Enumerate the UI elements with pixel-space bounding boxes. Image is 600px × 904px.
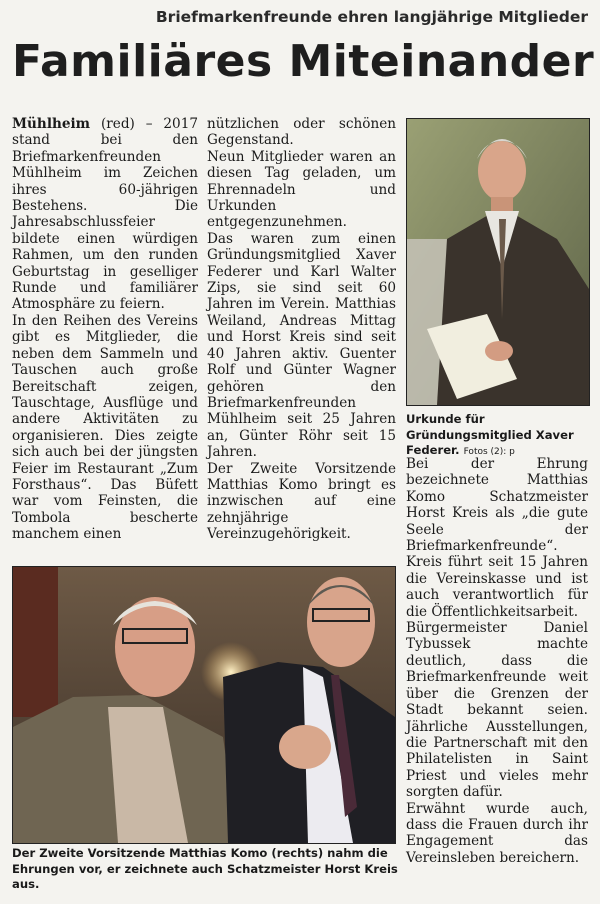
paragraph: Erwähnt wurde auch, dass die Frauen durch ihr Engagement das Vereinsleben bereichern.	[406, 800, 588, 866]
article-column-3	[406, 456, 588, 866]
photo-illustration	[407, 119, 589, 405]
paragraph: Das waren zum einen Gründungsmitglied Xaver Federer und Karl Walter Zips, sie sind seit 60 Jahren im Verein. Matthias Weiland, Andreas Mittag und Horst Kreis sind seit 40 Jahren aktiv. Guenter Rolf und Günter Wagner gehören den Briefmarkenfreunden Mühlheim seit 25 Jahren an, Günter Röhr seit 15 Jahren.	[207, 230, 396, 461]
photo-komo-and-kreis	[12, 566, 396, 844]
paragraph: Bei der Ehrung bezeichnete Matthias Komo Schatzmeister Horst Kreis als „die gute Seele der Briefmarkenfreunde“. Kreis führt seit 15 Jahren die Vereinskasse und ist auch verantwortlich für die Öffentlichkeitsarbeit.	[406, 456, 588, 620]
photo-illustration	[13, 567, 395, 843]
dateline: Mühlheim	[12, 116, 91, 132]
article-headline: Familiäres Miteinander	[12, 36, 595, 87]
paragraph: In den Reihen des Vereins gibt es Mitglieder, die neben dem Sammeln und Tauschen auch große Bereitschaft zeigen, Tauschtage, Ausflüge und andere Aktivitäten zu organisieren. Dies zeigte sich auch bei der jüngsten Feier im Restaurant „Zum Forsthaus“. Das Büfett war vom Feinsten, die Tombola bescherte manchem einen	[12, 312, 198, 543]
paragraph: Neun Mitglieder waren an diesen Tag geladen, um Ehrennadeln und Urkunden entgegenzunehmen.	[207, 148, 396, 231]
photo-xaver-federer	[406, 118, 590, 406]
caption-text: Urkunde für Gründungsmitglied Xaver Federer.	[406, 412, 574, 457]
photo-caption-2: Der Zweite Vorsitzende Matthias Komo (rechts) nahm die Ehrungen vor, er zeichnete auch Schatzmeister Horst Kreis aus.	[12, 846, 398, 891]
article-column-1	[12, 116, 198, 543]
article-kicker: Briefmarkenfreunde ehren langjährige Mitglieder	[155, 8, 588, 26]
paragraph-text: (red) – 2017 stand bei den Briefmarkenfreunden Mühlheim im Zeichen ihres 60-jährigen Bestehens. Die Jahresabschlussfeier bildete einen würdigen Rahmen, um den runden Geburtstag in geselliger Runde und familiärer Atmosphäre zu feiern.	[12, 116, 199, 313]
photo-caption-1	[406, 412, 588, 461]
paragraph: nützlichen oder schönen Gegenstand.	[207, 116, 396, 149]
paragraph: Der Zweite Vorsitzende Matthias Komo bringt es inzwischen auf eine zehnjährige Vereinzugehörigkeit.	[207, 460, 396, 543]
paragraph	[12, 116, 198, 313]
paragraph: Bürgermeister Daniel Tybussek machte deutlich, dass die Briefmarkenfreunde weit über die Grenzen der Stadt bekannt seien. Jährliche Ausstellungen, die Partnerschaft mit den Philatelisten in Saint Priest und vieles mehr sorgten dafür.	[406, 620, 588, 801]
article-column-2	[207, 116, 396, 543]
photo-credit: Fotos (2): p	[463, 447, 515, 457]
